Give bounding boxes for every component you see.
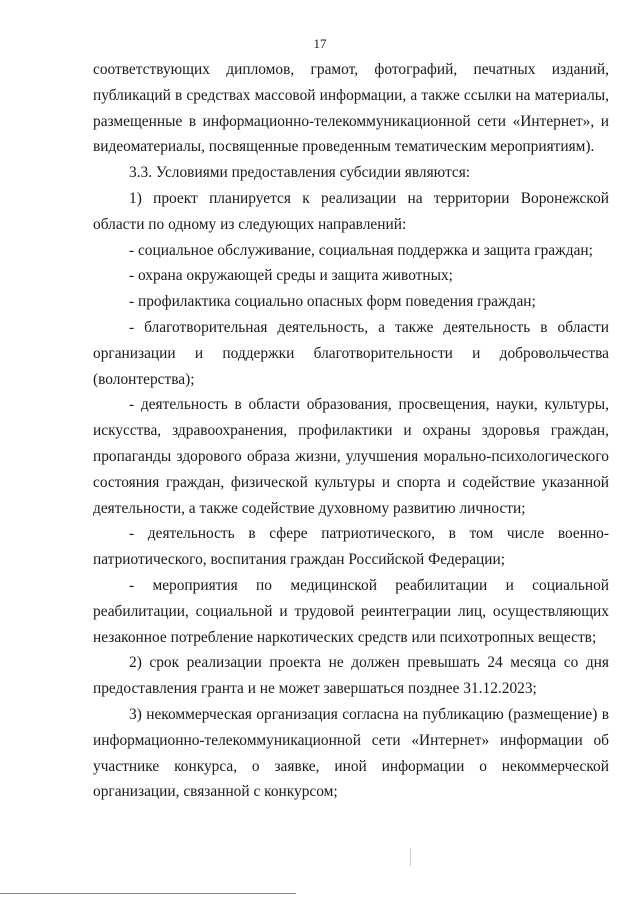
- paragraph-7: - благотворительная деятельность, а также деятельность в области организации и поддержки благотворительности и добровольчества (волонтерства);: [93, 318, 609, 388]
- paragraph-6: - профилактика социально опасных форм поведения граждан;: [129, 293, 536, 311]
- footer-rule: [0, 893, 296, 894]
- paragraph-2: 3.3. Условиями предоставления субсидии являются:: [129, 164, 471, 182]
- paragraph-5: - охрана окружающей среды и защита животных;: [129, 267, 453, 285]
- paragraph-8: - деятельность в области образования, просвещения, науки, культуры, искусства, здравоохранения, профилактики и охраны здоровья граждан, пропаганды здорового образа жизни, улучшения морально-психологического состояния граждан, физической культуры и спорта и содействие указанной деятельности, а также содействие духовному развитию личности;: [93, 396, 609, 517]
- paragraph-1: соответствующих дипломов, грамот, фотографий, печатных изданий, публикаций в средствах массовой информации, а также ссылки на материалы, размещенные в информационно-телекоммуникационной сети «Интернет», и видеоматериалы, посвященные проведенным тематическим мероприятиям).: [93, 61, 609, 156]
- paragraph-3: 1) проект планируется к реализации на территории Воронежской области по одному из следующих направлений:: [93, 189, 609, 233]
- paragraph-12: 3) некоммерческая организация согласна на публикацию (размещение) в информационно-телекоммуникационной сети «Интернет» информации об участнике конкурса, о заявке, иной информации о некоммерческой организации, связанной с конкурсом;: [93, 705, 609, 801]
- page-number: 17: [313, 36, 327, 51]
- paragraph-11: 2) срок реализации проекта не должен превышать 24 месяца со дня предоставления гранта и не может завершаться позднее 31.12.2023;: [93, 654, 609, 698]
- paragraph-4: - социальное обслуживание, социальная поддержка и защита граждан;: [129, 241, 593, 259]
- paragraph-10: - мероприятия по медицинской реабилитации и социальной реабилитации, социальной и трудовой реинтеграции лиц, осуществляющих незаконное потребление наркотических средств или психотропных веществ;: [93, 576, 609, 646]
- paragraph-9: - деятельность в сфере патриотического, в том числе военно-патриотического, воспитания граждан Российской Федерации;: [93, 525, 609, 569]
- document-body: [93, 57, 609, 805]
- scan-artifact-mark: [410, 848, 411, 866]
